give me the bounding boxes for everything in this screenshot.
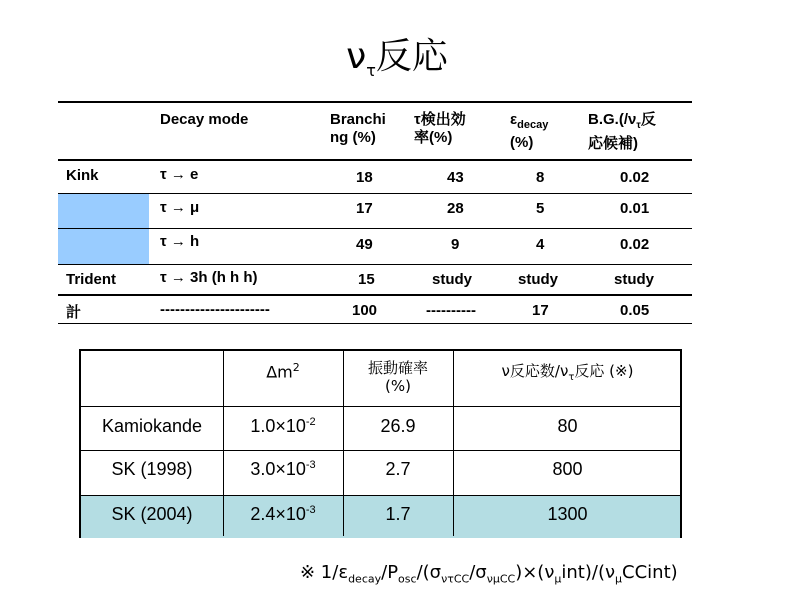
bg-cell: 0.05 (620, 302, 650, 319)
title-nu: ν (346, 36, 367, 77)
header-ratio (453, 360, 682, 383)
footnote-sub: osc (398, 572, 417, 586)
mode-cell: τ → h (160, 233, 200, 250)
footnote-sub: decay (348, 572, 382, 586)
bg-cell: 0.02 (620, 169, 650, 186)
dm2-base: 3.0×10 (250, 459, 306, 479)
header-detection-eff (414, 111, 466, 147)
group-kink: Kink (66, 167, 99, 184)
mode-cell: τ → μ (160, 199, 200, 216)
page-title (0, 28, 794, 80)
oscillation-table (79, 349, 682, 538)
group-trident: Trident (66, 271, 117, 288)
branching-cell: 17 (356, 200, 373, 217)
footnote-part: /P (381, 562, 399, 583)
dm2-base: 2.4×10 (250, 504, 306, 524)
header-osc-prob (343, 359, 453, 395)
branching-cell: 18 (356, 169, 373, 186)
row-divider (58, 264, 692, 265)
header-detect-line2: 率(%) (414, 129, 453, 146)
header-bg-text: B.G.(/ν (588, 111, 637, 128)
row-divider (81, 406, 680, 407)
detect-cell: study (432, 271, 473, 288)
dm2-base: 1.0×10 (250, 416, 306, 436)
header-dm2-text: Δm (266, 362, 293, 382)
osc-value: 1.7 (385, 504, 411, 524)
footnote-part: /σ (469, 562, 487, 583)
header-dm2-sup: 2 (292, 361, 300, 374)
footnote-sub: μ (554, 572, 562, 586)
experiment-name: SK (2004) (111, 504, 193, 524)
eps-cell: 5 (536, 200, 545, 217)
bg-cell: 0.02 (620, 236, 650, 253)
header-branching (330, 111, 386, 147)
header-bg-line2: 応候補) (588, 135, 638, 152)
footnote-part: int)/(ν (561, 562, 616, 583)
header-branching-line2: ng (%) (330, 129, 376, 146)
header-eps-sub: decay (517, 119, 549, 131)
detect-cell: 9 (451, 236, 460, 253)
row-divider (81, 495, 680, 496)
detect-cell: ---------- (426, 302, 476, 319)
bg-cell: 0.01 (620, 200, 650, 217)
header-branching-line1: Branchi (330, 111, 386, 128)
row-divider (81, 450, 680, 451)
detect-cell: 43 (447, 169, 464, 186)
footnote (300, 562, 678, 586)
ratio-value: 80 (557, 416, 578, 436)
footnote-part: ※ 1/ε (300, 562, 349, 583)
footnote-part: )×(ν (515, 562, 555, 583)
row-divider (58, 193, 692, 194)
osc-value: 2.7 (385, 459, 411, 479)
header-dm2 (223, 361, 343, 381)
eps-cell: 8 (536, 169, 545, 186)
row-divider (58, 228, 692, 229)
header-bg (588, 111, 656, 153)
dm2-exp: -3 (305, 504, 316, 516)
mode-cell (160, 166, 198, 183)
header-bg-sub: τ (636, 120, 641, 131)
header-decay-mode: Decay mode (160, 111, 249, 128)
dm2-value (223, 416, 343, 437)
detect-cell: 28 (447, 200, 464, 217)
header-eps-symbol: ε (510, 111, 518, 128)
title-suffix: 反応 (375, 36, 448, 77)
footnote-sub: ντCC (441, 572, 470, 586)
header-eps-unit: (%) (510, 134, 534, 151)
row-divider (58, 294, 692, 296)
osc-value: 26.9 (380, 416, 416, 436)
footnote-part: /(σ (416, 562, 442, 583)
decay-mode-table (58, 101, 692, 325)
title-tau-sub: τ (366, 61, 376, 81)
eps-cell: study (518, 271, 559, 288)
eps-cell: 4 (536, 236, 545, 253)
group-total: 計 (66, 304, 82, 321)
footnote-sub: μ (615, 572, 623, 586)
header-bg-text2: 反 (640, 111, 656, 128)
experiment-name: SK (1998) (111, 459, 193, 479)
dm2-value (223, 459, 343, 480)
branching-cell: 15 (358, 271, 375, 288)
header-osc-line2: (%) (385, 377, 411, 395)
mode-cell: τ → 3h (h h h) (160, 269, 258, 286)
header-detect-line1: τ検出効 (414, 111, 466, 128)
table-bottom-line (58, 323, 692, 324)
footnote-part: CCint) (622, 562, 678, 583)
mode-cell: ---------------------- (160, 301, 270, 318)
header-osc-line1: 振動確率 (367, 359, 428, 377)
branching-cell: 100 (352, 302, 378, 319)
dm2-exp: -3 (305, 459, 316, 471)
branching-cell: 49 (356, 236, 373, 253)
eps-cell: 17 (532, 302, 549, 319)
ratio-value: 800 (552, 459, 583, 479)
header-ratio-end: 反応 (※) (574, 362, 634, 380)
header-ratio-text: ν反応数/ν (501, 362, 569, 380)
dm2-exp: -2 (305, 416, 316, 428)
experiment-name: Kamiokande (101, 416, 203, 436)
header-eps-decay (510, 111, 548, 152)
ratio-value: 1300 (547, 504, 588, 524)
bg-cell: study (614, 271, 655, 288)
dm2-value (223, 504, 343, 525)
mode-text: τ → e (160, 166, 199, 183)
footnote-sub: νμCC (486, 572, 516, 586)
header-ratio-sub: τ (568, 372, 575, 383)
